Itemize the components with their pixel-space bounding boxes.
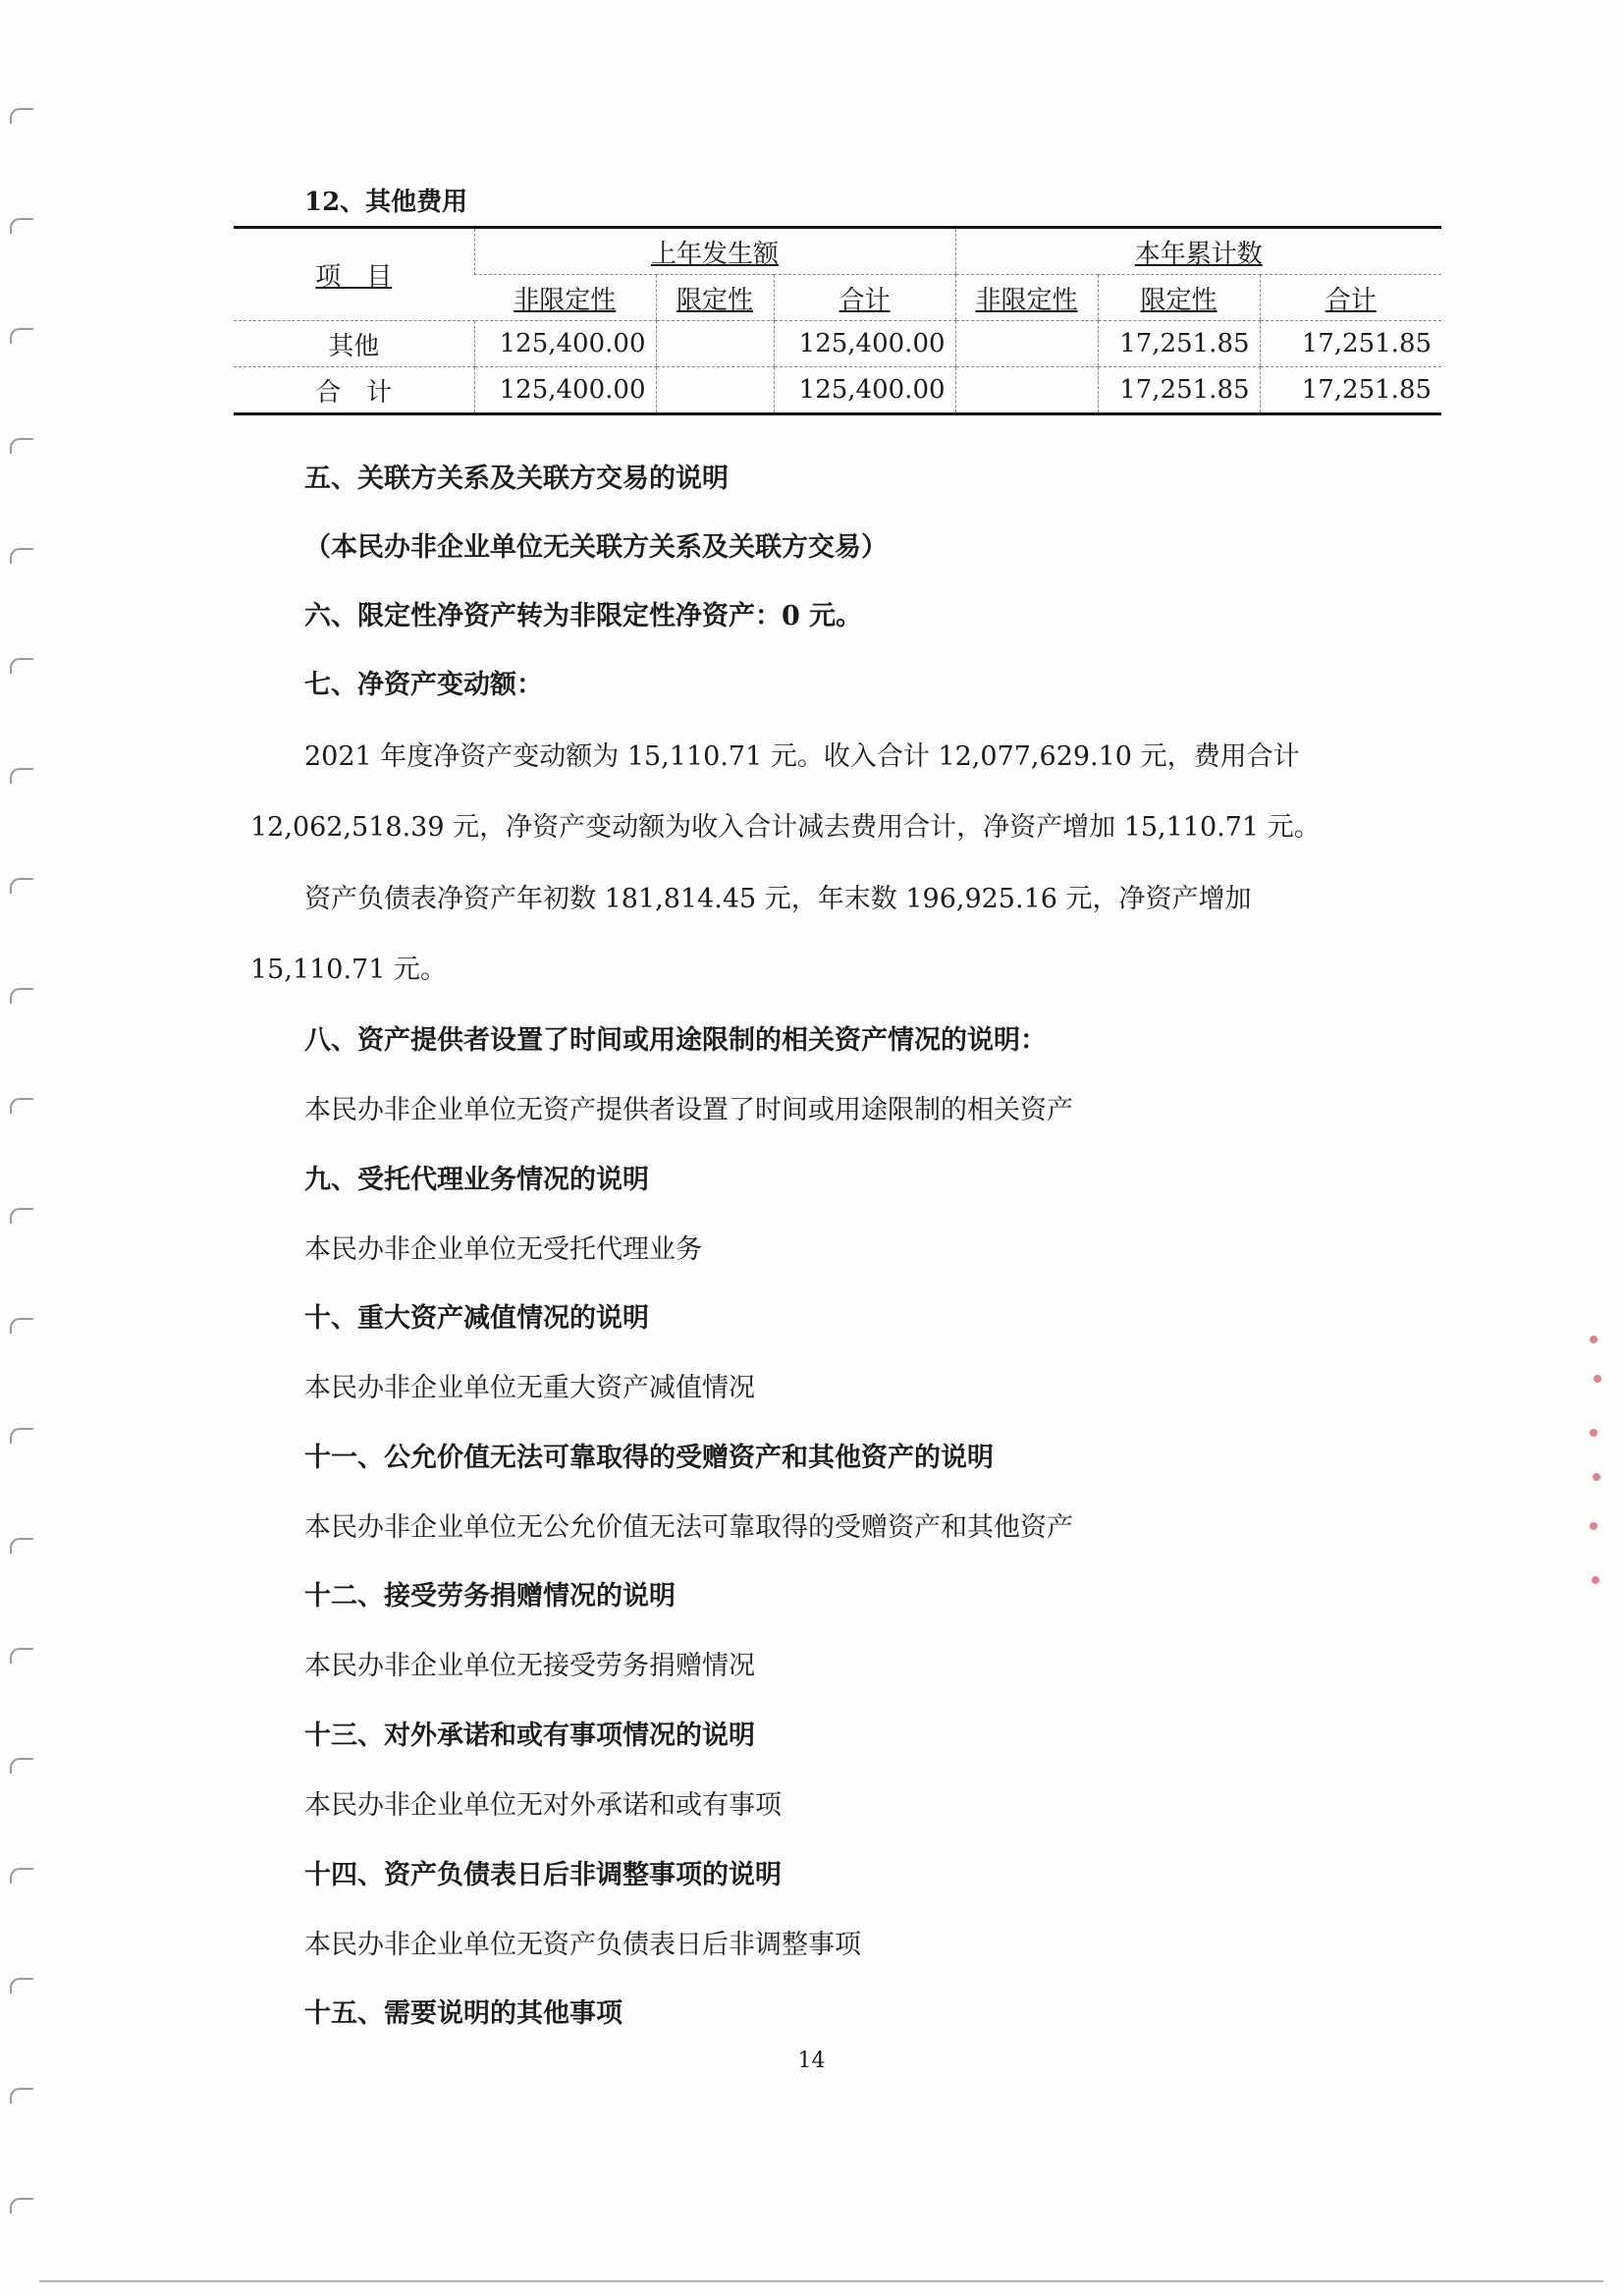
table-cell: 125,400.00: [474, 367, 656, 414]
binding-mark: [10, 2198, 33, 2214]
table-cell: [955, 321, 1098, 367]
paragraph-balance-sheet-line2: 15,110.71 元。: [250, 955, 447, 985]
section-title-other-expenses: 12、其他费用: [304, 188, 468, 217]
table-cell: 17,251.85: [1098, 367, 1260, 414]
paragraph-subsequent-events: 本民办非企业单位无资产负债表日后非调整事项: [304, 1930, 861, 1960]
binding-mark: [10, 218, 33, 234]
table-row-total: [234, 367, 1441, 414]
binding-mark: [10, 328, 33, 344]
paragraph-commitments: 本民办非企业单位无对外承诺和或有事项: [304, 1790, 782, 1821]
heading-agency-business: 九、受托代理业务情况的说明: [304, 1165, 649, 1195]
header-prev-year: 上年发生额: [474, 228, 955, 275]
paragraph-balance-sheet-line1: 资产负债表净资产年初数 181,814.45 元，年末数 196,925.16 元，净资产增加: [304, 884, 1252, 914]
table-cell: 17,251.85: [1260, 321, 1441, 367]
page-number: 14: [797, 2049, 826, 2073]
paragraph-labor-donation: 本民办非企业单位无接受劳务捐赠情况: [304, 1651, 755, 1681]
table-cell: 125,400.00: [774, 367, 955, 414]
table-cell: [656, 321, 774, 367]
binding-mark: [10, 1318, 33, 1334]
paragraph-donated-assets: 本民办非企业单位无公允价值无法可靠取得的受赠资产和其他资产: [304, 1512, 1073, 1543]
subheader-cell: 合计: [774, 275, 955, 321]
header-item: 项 目: [234, 228, 474, 321]
binding-mark: [10, 658, 33, 674]
subheader-cell: 合计: [1260, 275, 1441, 321]
heading-restricted-to-unrestricted: 六、限定性净资产转为非限定性净资产：0 元。: [304, 601, 863, 631]
binding-mark: [10, 768, 33, 784]
heading-commitments: 十三、对外承诺和或有事项情况的说明: [304, 1721, 755, 1751]
binding-mark: [10, 1428, 33, 1444]
binding-mark: [10, 2088, 33, 2104]
subheader-cell: 限定性: [656, 275, 774, 321]
binding-mark: [10, 1978, 33, 1994]
paragraph-agency-business: 本民办非企业单位无受托代理业务: [304, 1234, 702, 1265]
binding-mark: [10, 1098, 33, 1114]
scan-bottom-edge: [39, 2280, 1603, 2282]
table-cell: 17,251.85: [1260, 367, 1441, 414]
table-cell: 125,400.00: [774, 321, 955, 367]
row-label: 其他: [234, 321, 474, 367]
binding-mark: [10, 1868, 33, 1884]
other-expenses-table: [234, 226, 1441, 415]
heading-subsequent-events: 十四、资产负债表日后非调整事项的说明: [304, 1860, 782, 1890]
binding-mark: [10, 988, 33, 1004]
paragraph-impairment: 本民办非企业单位无重大资产减值情况: [304, 1373, 755, 1403]
binding-mark: [10, 1208, 33, 1224]
table-header-row: [234, 228, 1441, 275]
paragraph-restricted-assets: 本民办非企业单位无资产提供者设置了时间或用途限制的相关资产: [304, 1095, 1073, 1125]
header-current-year: 本年累计数: [955, 228, 1441, 275]
note-related-party: （本民办非企业单位无关联方关系及关联方交易）: [304, 532, 888, 563]
table-row: [234, 321, 1441, 367]
binding-mark: [10, 878, 33, 894]
heading-restricted-assets: 八、资产提供者设置了时间或用途限制的相关资产情况的说明：: [304, 1025, 1047, 1056]
heading-labor-donation: 十二、接受劳务捐赠情况的说明: [304, 1581, 676, 1612]
paragraph-net-asset-change-line2: 12,062,518.39 元，净资产变动额为收入合计减去费用合计，净资产增加 15,110.71 元。: [250, 812, 1321, 843]
subheader-cell: 限定性: [1098, 275, 1260, 321]
paragraph-net-asset-change-line1: 2021 年度净资产变动额为 15,110.71 元。收入合计 12,077,629.10 元，费用合计: [304, 741, 1300, 772]
binding-mark: [10, 548, 33, 564]
heading-other-matters: 十五、需要说明的其他事项: [304, 1998, 622, 2029]
binding-mark: [10, 1758, 33, 1774]
heading-related-party: 五、关联方关系及关联方交易的说明: [304, 464, 729, 494]
binding-mark: [10, 1648, 33, 1664]
binding-mark: [10, 108, 33, 124]
binding-hole-marks: [10, 0, 39, 2296]
heading-net-asset-change: 七、净资产变动额：: [304, 670, 543, 700]
heading-donated-assets: 十一、公允价值无法可靠取得的受赠资产和其他资产的说明: [304, 1443, 994, 1473]
table-cell: [656, 367, 774, 414]
binding-mark: [10, 1538, 33, 1554]
subheader-cell: 非限定性: [955, 275, 1098, 321]
table-cell: [955, 367, 1098, 414]
row-label: 合 计: [234, 367, 474, 414]
binding-mark: [10, 438, 33, 454]
heading-impairment: 十、重大资产减值情况的说明: [304, 1303, 649, 1334]
seal-stamp-fragment: [1590, 1336, 1609, 1591]
table-cell: 125,400.00: [474, 321, 656, 367]
subheader-cell: 非限定性: [474, 275, 656, 321]
table-cell: 17,251.85: [1098, 321, 1260, 367]
